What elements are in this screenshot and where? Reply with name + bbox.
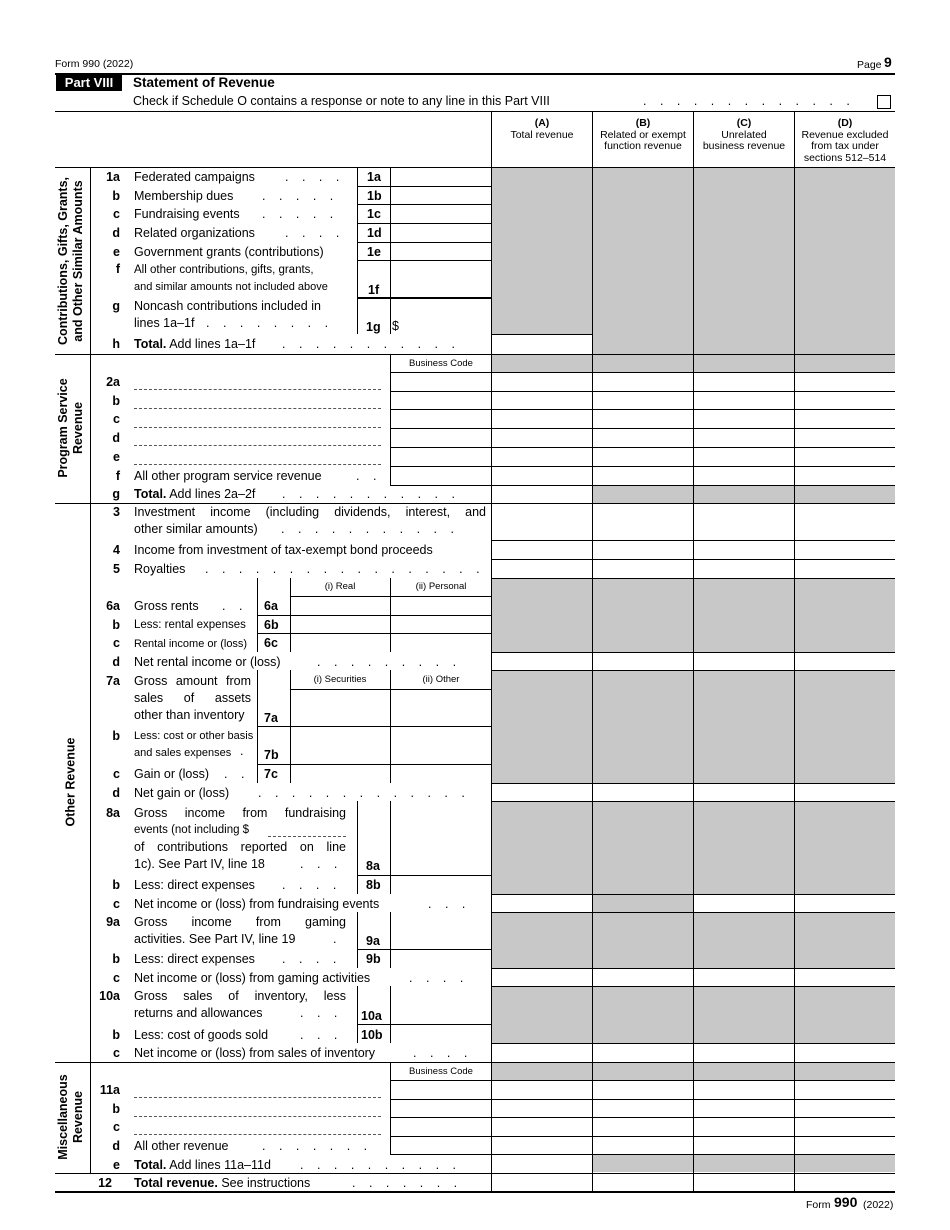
bottom-rule bbox=[55, 1191, 895, 1193]
schedule-o-checkbox[interactable] bbox=[877, 95, 891, 109]
row-rule bbox=[390, 485, 895, 486]
dots: . . . . bbox=[282, 952, 342, 966]
schedule-o-check-text: Check if Schedule O contains a response or note to any line in this Part VIII bbox=[133, 94, 550, 108]
line-num: d bbox=[112, 226, 120, 240]
page-label: Page bbox=[857, 59, 882, 71]
row-rule bbox=[390, 1099, 895, 1100]
line-2c-description[interactable] bbox=[134, 427, 381, 428]
line-num: b bbox=[112, 1028, 120, 1042]
box-rule bbox=[357, 875, 491, 876]
line-num: d bbox=[112, 786, 120, 800]
box-line bbox=[357, 167, 358, 334]
line-1d-amount[interactable] bbox=[391, 224, 491, 241]
line-1h-label: Total. Add lines 1a–1f bbox=[134, 337, 256, 351]
row-rule bbox=[491, 801, 895, 802]
dots: . . . . . . . . . bbox=[317, 655, 462, 669]
line-num: b bbox=[112, 952, 120, 966]
line-num: b bbox=[112, 878, 120, 892]
row-rule bbox=[491, 894, 895, 895]
line-1c-label: Fundraising events bbox=[134, 207, 240, 221]
line-8a-label-2: events (not including $ bbox=[134, 824, 250, 836]
line-num: e bbox=[113, 245, 120, 259]
line-num: b bbox=[112, 394, 120, 408]
line-12-total-a[interactable] bbox=[492, 1174, 592, 1191]
dots: . . . bbox=[300, 1006, 343, 1020]
dots: . . . . . . . bbox=[262, 1139, 373, 1153]
box-rule bbox=[290, 596, 491, 597]
line-10a-label-2: returns and allowances bbox=[134, 1006, 263, 1020]
line-num: e bbox=[113, 450, 120, 464]
box-label: 1c bbox=[367, 207, 381, 221]
line-num: 1a bbox=[106, 170, 120, 184]
line-9a-label-2: activities. See Part IV, line 19 bbox=[134, 932, 296, 946]
box-label: 1d bbox=[367, 226, 382, 240]
line-7a-label-3: other than inventory bbox=[134, 708, 245, 722]
rent-col-real: (i) Real bbox=[324, 581, 356, 592]
line-11e-label: Total. Add lines 11a–11d bbox=[134, 1158, 271, 1172]
box-label: 7c bbox=[264, 767, 278, 781]
line-num: c bbox=[113, 971, 120, 985]
shade bbox=[592, 894, 693, 912]
box-line bbox=[390, 801, 391, 894]
business-code-header: Business Code bbox=[409, 1066, 473, 1077]
dots: . . . . . bbox=[262, 207, 339, 221]
line-num: c bbox=[113, 897, 120, 911]
dots: . . bbox=[222, 599, 248, 613]
line-num: 3 bbox=[113, 505, 120, 519]
dots: . . . . bbox=[285, 170, 345, 184]
dots: . . . . bbox=[409, 971, 469, 985]
line-12-label: Total revenue. See instructions bbox=[134, 1176, 311, 1190]
section-misc-label: Miscellaneous Revenue bbox=[56, 1074, 85, 1160]
box-line bbox=[357, 801, 358, 894]
line-2a-description[interactable] bbox=[134, 389, 381, 390]
line-11b-description[interactable] bbox=[134, 1116, 381, 1117]
line-8b-label: Less: direct expenses bbox=[134, 878, 255, 892]
line-num: c bbox=[113, 1046, 120, 1060]
fundraising-contributions-amount[interactable] bbox=[268, 836, 346, 837]
row-rule bbox=[390, 1136, 895, 1137]
box-label: 6b bbox=[264, 618, 279, 632]
row-rule bbox=[491, 670, 895, 671]
shade bbox=[592, 485, 895, 503]
line-2f-label: All other program service revenue bbox=[134, 469, 322, 483]
line-1e-amount[interactable] bbox=[391, 243, 491, 260]
box-label: 9b bbox=[366, 952, 381, 966]
dots: . . . bbox=[300, 1028, 343, 1042]
line-num: 5 bbox=[113, 562, 120, 576]
row-rule bbox=[491, 1043, 895, 1044]
line-7c-label: Gain or (loss) bbox=[134, 767, 210, 781]
line-1f-amount[interactable] bbox=[391, 261, 491, 296]
line-num: 4 bbox=[113, 543, 120, 557]
business-code-header: Business Code bbox=[409, 358, 473, 369]
line-3-label: Investment income (including dividends, interest, and bbox=[134, 505, 486, 519]
section-program-label: Program Service Revenue bbox=[56, 378, 85, 478]
box-rule bbox=[290, 689, 491, 690]
line-num: c bbox=[113, 412, 120, 426]
line-1f-label: All other contributions, gifts, grants, bbox=[134, 264, 314, 276]
section-line bbox=[90, 167, 91, 1173]
line-9a-label: Gross income from gaming bbox=[134, 915, 346, 929]
dots: . . . . . . . . . . . bbox=[282, 487, 460, 501]
section-rule bbox=[55, 354, 895, 355]
line-num: e bbox=[113, 1158, 120, 1172]
section-rule bbox=[55, 503, 895, 504]
dots: . . . . . . . . . . bbox=[300, 1158, 461, 1172]
line-num: 9a bbox=[106, 915, 120, 929]
line-1f-label-2: and similar amounts not included above bbox=[134, 281, 328, 293]
box-label: 1a bbox=[367, 170, 381, 184]
line-6c-label: Rental income or (loss) bbox=[134, 638, 248, 650]
shade bbox=[592, 167, 895, 354]
box-label: 1e bbox=[367, 245, 381, 259]
dots: . . . . . . . . . . . bbox=[281, 522, 459, 536]
line-num: 6a bbox=[106, 599, 120, 613]
dollar-sign: $ bbox=[392, 319, 399, 333]
line-10a-label: Gross sales of inventory, less bbox=[134, 989, 346, 1003]
footer-form-number: 990 bbox=[834, 1194, 858, 1210]
page-number: 9 bbox=[884, 54, 892, 70]
line-num: d bbox=[112, 1139, 120, 1153]
row-rule bbox=[491, 968, 895, 969]
line-2d-description[interactable] bbox=[134, 445, 381, 446]
col-a-header: (A) Total revenue bbox=[510, 117, 574, 141]
line-7a-label-2: sales of assets bbox=[134, 691, 251, 705]
box-label: 7b bbox=[264, 748, 279, 762]
box-line bbox=[357, 912, 358, 968]
line-num: g bbox=[112, 299, 120, 313]
box-label: 7a bbox=[264, 711, 278, 725]
line-1g-label-2: lines 1a–1f bbox=[134, 316, 195, 330]
form-id: Form 990 (2022) bbox=[55, 58, 134, 70]
box-label: 1b bbox=[367, 189, 382, 203]
line-1b-label: Membership dues bbox=[134, 189, 234, 203]
line-num: c bbox=[113, 1120, 120, 1134]
line-1g-amount[interactable] bbox=[400, 299, 491, 333]
row-rule bbox=[390, 428, 895, 429]
box-rule bbox=[257, 633, 491, 634]
line-11a-description[interactable] bbox=[134, 1097, 381, 1098]
part-rule bbox=[55, 111, 895, 112]
part-label: Part VIII bbox=[56, 75, 122, 91]
line-1c-amount[interactable] bbox=[391, 205, 491, 222]
line-num: b bbox=[112, 189, 120, 203]
dots: . bbox=[333, 932, 337, 946]
shade bbox=[491, 167, 592, 334]
line-num: h bbox=[112, 337, 120, 351]
col-c-header: (C) Unrelated business revenue bbox=[702, 117, 786, 152]
dots: . . . bbox=[428, 897, 471, 911]
box-label: 8a bbox=[366, 859, 380, 873]
line-num: 7a bbox=[106, 674, 120, 688]
box-rule bbox=[357, 949, 491, 950]
line-num: c bbox=[113, 767, 120, 781]
dots: . . . . . . . . . . . bbox=[282, 337, 460, 351]
check-dots: . . . . . . . . . . . . . bbox=[643, 94, 855, 108]
footer-year: (2022) bbox=[863, 1199, 894, 1211]
line-1b-amount[interactable] bbox=[391, 187, 491, 204]
box-label: 10a bbox=[361, 1009, 382, 1023]
row-rule bbox=[390, 1154, 895, 1155]
line-8a-label: Gross income from fundraising bbox=[134, 806, 346, 820]
row-rule bbox=[390, 466, 895, 467]
row-rule bbox=[491, 559, 895, 560]
line-num: f bbox=[115, 469, 120, 483]
line-7b-label: Less: cost or other basis bbox=[134, 730, 254, 742]
box-label: 1f bbox=[368, 283, 380, 297]
line-1g-label: Noncash contributions included in bbox=[134, 299, 321, 313]
dots: . . . . bbox=[285, 226, 345, 240]
dots: . . . . . . . . bbox=[206, 316, 334, 330]
line-num: 11a bbox=[99, 1083, 120, 1097]
sales-col-other: (ii) Other bbox=[422, 674, 460, 685]
box-label: 6c bbox=[264, 636, 278, 650]
line-num: 10a bbox=[99, 989, 120, 1003]
line-7d-label: Net gain or (loss) bbox=[134, 786, 230, 800]
row-rule bbox=[491, 912, 895, 913]
line-1d-label: Related organizations bbox=[134, 226, 255, 240]
line-1a-amount[interactable] bbox=[391, 168, 491, 185]
box-label: 10b bbox=[361, 1028, 383, 1042]
section-rule bbox=[55, 1173, 895, 1174]
col-b-header: (B) Related or exempt function revenue bbox=[600, 117, 686, 152]
box-line bbox=[390, 354, 391, 485]
box-label: 1g bbox=[366, 320, 381, 334]
line-9b-label: Less: direct expenses bbox=[134, 952, 255, 966]
line-8a-label-3: of contributions reported on line bbox=[134, 840, 346, 854]
box-rule bbox=[357, 1024, 491, 1025]
box-rule bbox=[257, 615, 491, 616]
box-label: 8b bbox=[366, 878, 381, 892]
line-7a-label: Gross amount from bbox=[134, 674, 251, 688]
line-num: 12 bbox=[98, 1176, 112, 1190]
dots: . bbox=[240, 744, 244, 758]
line-num: f bbox=[115, 262, 120, 276]
box-rule bbox=[257, 764, 491, 765]
line-6d-label: Net rental income or (loss) bbox=[134, 655, 281, 669]
row-rule bbox=[390, 409, 895, 410]
shade bbox=[592, 1154, 895, 1172]
box-label: 9a bbox=[366, 934, 380, 948]
box-line bbox=[357, 986, 358, 1043]
dots: . . . . . . . bbox=[352, 1176, 463, 1190]
dots: . . . . . bbox=[262, 189, 339, 203]
line-10c-label: Net income or (loss) from sales of inventory bbox=[134, 1046, 376, 1060]
line-8c-label: Net income or (loss) from fundraising events bbox=[134, 897, 380, 911]
line-1h-total-a[interactable] bbox=[492, 335, 592, 353]
section-contributions-label: Contributions, Gifts, Grants, and Other Similar Amounts bbox=[56, 176, 85, 346]
dots: . . bbox=[356, 469, 382, 483]
line-6a-label: Gross rents bbox=[134, 599, 199, 613]
line-num: d bbox=[112, 655, 120, 669]
line-num: 2a bbox=[106, 375, 120, 389]
dots: . . . . . . . . . . . . . bbox=[258, 786, 470, 800]
line-8a-label-4: 1c). See Part IV, line 18 bbox=[134, 857, 265, 871]
part-title: Statement of Revenue bbox=[133, 75, 275, 90]
line-11d-label: All other revenue bbox=[134, 1139, 229, 1153]
line-2e-description[interactable] bbox=[134, 464, 381, 465]
line-num: g bbox=[112, 487, 120, 501]
line-num: b bbox=[112, 618, 120, 632]
row-rule bbox=[491, 652, 895, 653]
line-3-label-2: other similar amounts) bbox=[134, 522, 258, 536]
line-num: b bbox=[112, 729, 120, 743]
box-line bbox=[390, 912, 391, 968]
line-2g-label: Total. Add lines 2a–2f bbox=[134, 487, 256, 501]
section-other-label: Other Revenue bbox=[63, 737, 78, 827]
row-rule bbox=[491, 783, 895, 784]
row-rule bbox=[390, 1080, 895, 1081]
section-rule bbox=[55, 1062, 895, 1063]
box-line bbox=[390, 986, 391, 1043]
line-num: b bbox=[112, 1102, 120, 1116]
line-6b-label: Less: rental expenses bbox=[134, 619, 246, 631]
line-4-label: Income from investment of tax-exempt bond proceeds bbox=[134, 543, 433, 557]
dots: . . . bbox=[300, 857, 343, 871]
row-rule bbox=[390, 391, 895, 392]
row-rule bbox=[390, 372, 895, 373]
line-num: c bbox=[113, 207, 120, 221]
line-5-label: Royalties bbox=[134, 562, 186, 576]
dots: . . . . . . . . . . . . . . . . . bbox=[205, 562, 485, 576]
line-1a-label: Federated campaigns bbox=[134, 170, 255, 184]
box-rule bbox=[257, 726, 491, 727]
row-rule bbox=[390, 447, 895, 448]
box-label: 6a bbox=[264, 599, 278, 613]
dots: . . . . bbox=[413, 1046, 473, 1060]
line-7b-label-2: and sales expenses bbox=[134, 747, 232, 759]
dots: . . bbox=[224, 767, 250, 781]
row-rule bbox=[390, 1117, 895, 1118]
line-9c-label: Net income or (loss) from gaming activities bbox=[134, 971, 371, 985]
line-2b-description[interactable] bbox=[134, 408, 381, 409]
line-num: d bbox=[112, 431, 120, 445]
line-1e-label: Government grants (contributions) bbox=[134, 245, 324, 259]
row-rule bbox=[491, 540, 895, 541]
dots: . . . . bbox=[282, 878, 342, 892]
line-num: c bbox=[113, 636, 120, 650]
line-num: 8a bbox=[106, 806, 120, 820]
footer-form-label: Form bbox=[806, 1199, 831, 1211]
rent-col-personal: (ii) Personal bbox=[415, 581, 467, 592]
row-rule bbox=[491, 578, 895, 579]
col-d-header: (D) Revenue excluded from tax under sections 512–514 bbox=[801, 117, 889, 164]
sales-col-securities: (i) Securities bbox=[313, 674, 367, 685]
line-10b-label: Less: cost of goods sold bbox=[134, 1028, 269, 1042]
row-rule bbox=[491, 986, 895, 987]
line-11c-description[interactable] bbox=[134, 1134, 381, 1135]
